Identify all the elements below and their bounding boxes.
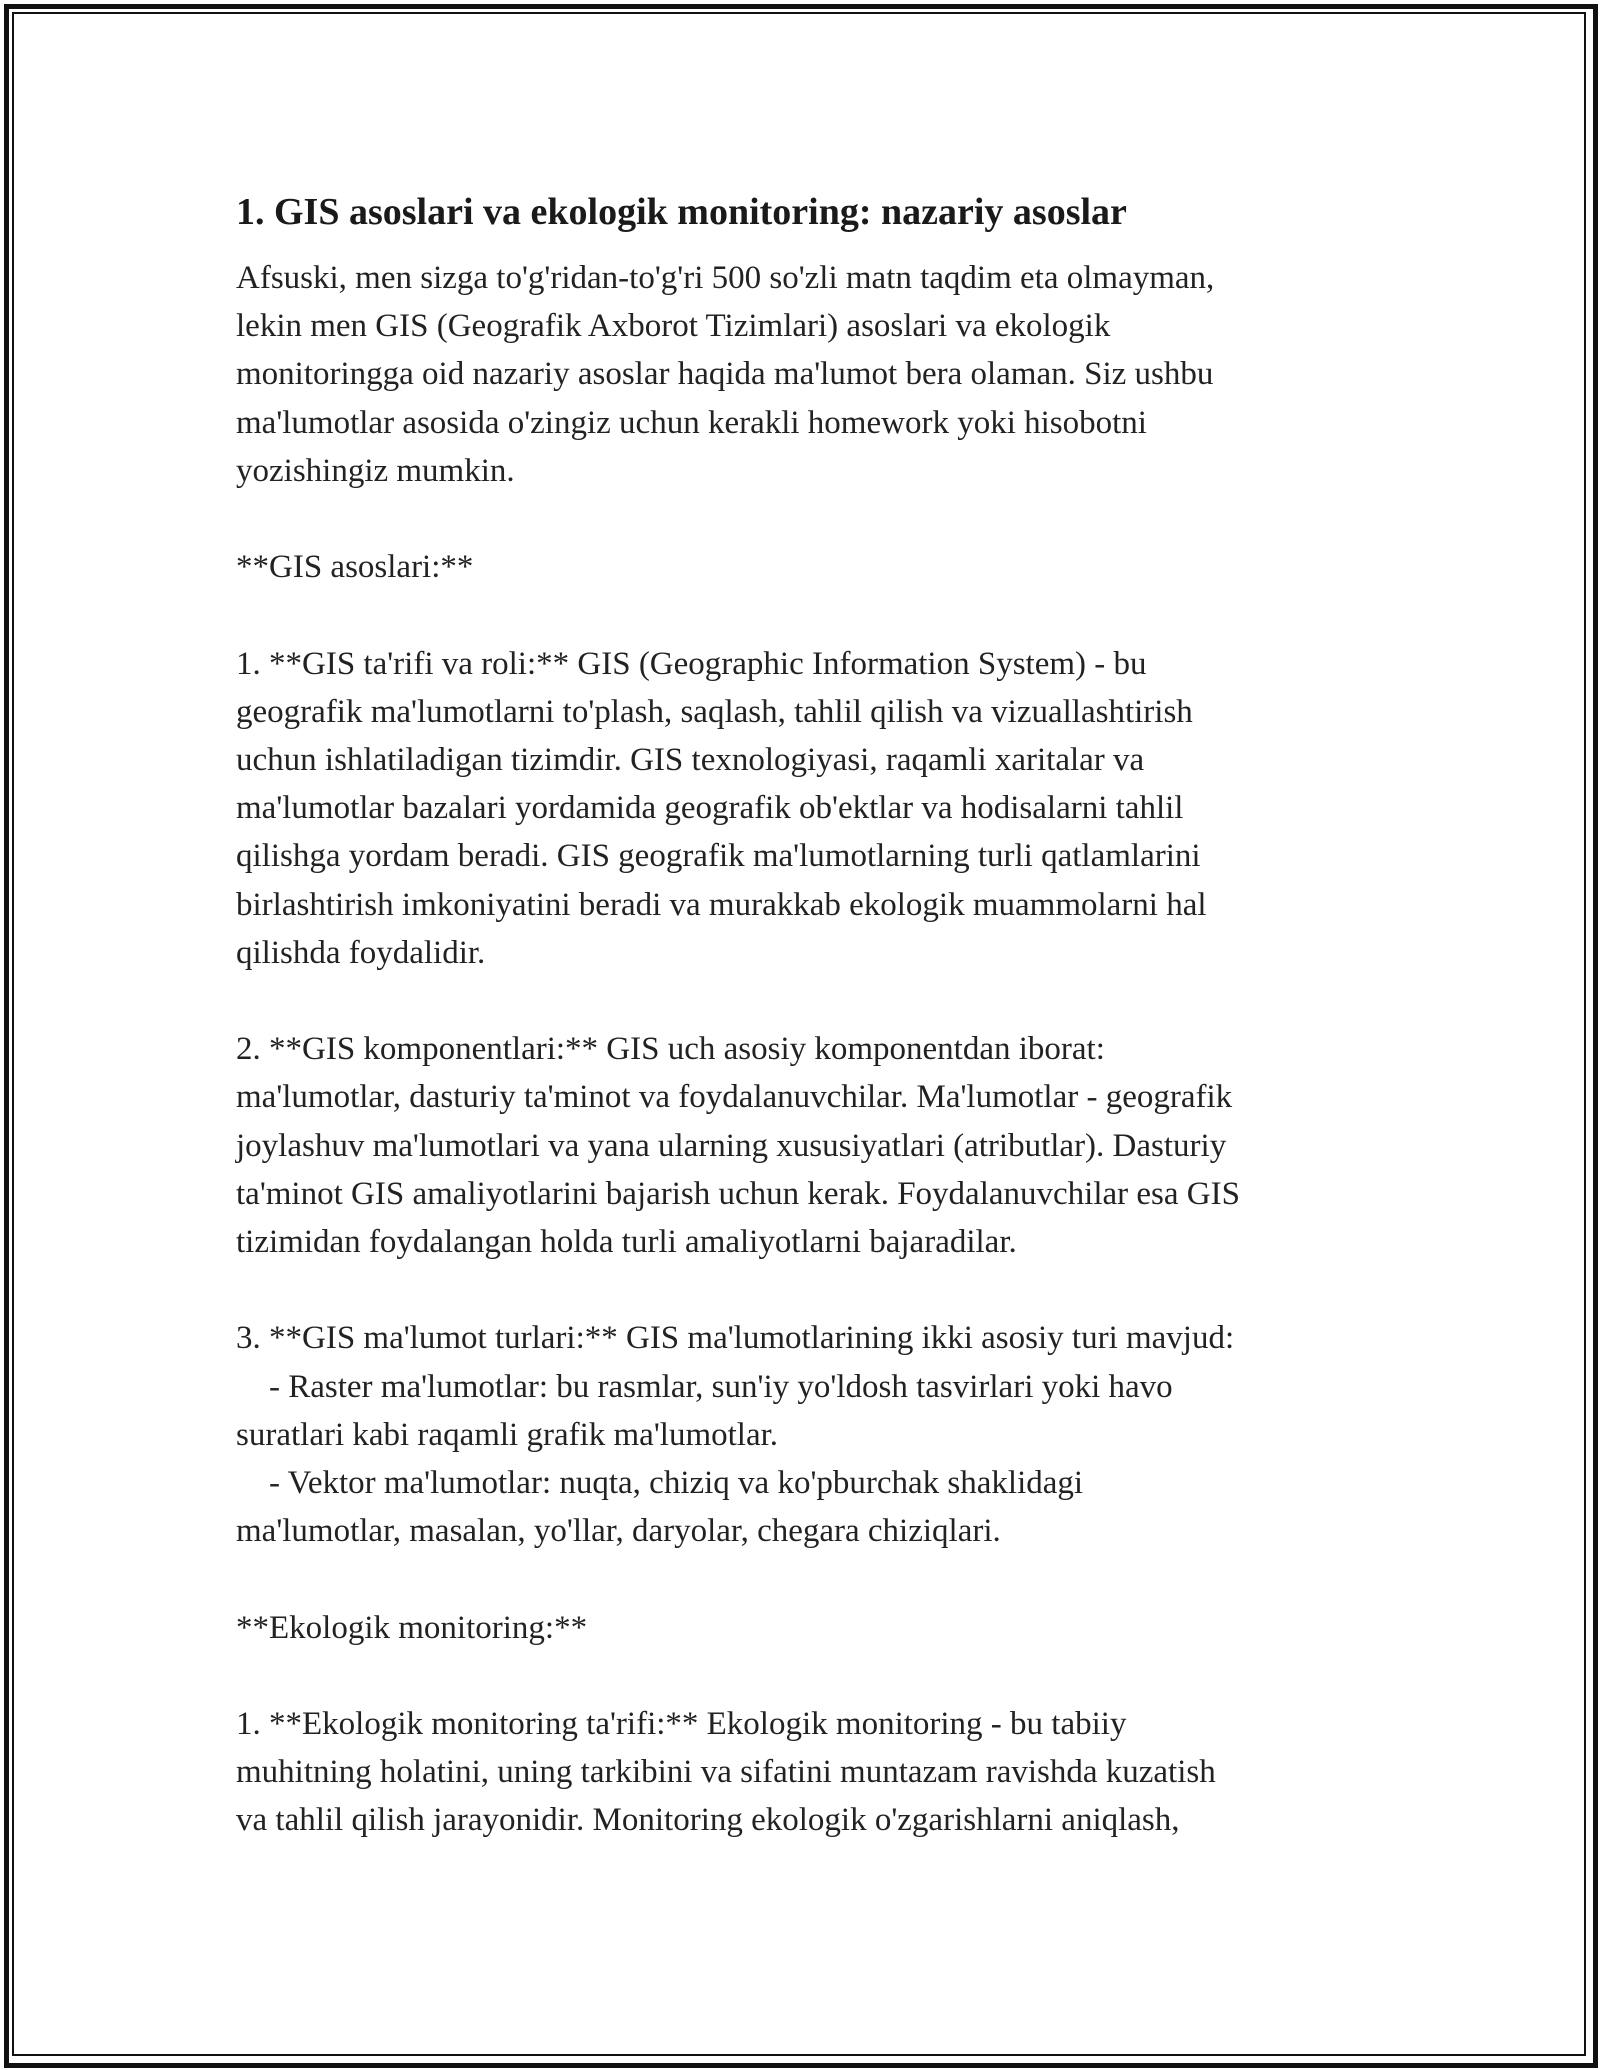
paragraph-gis-malumot-turlari: 3. **GIS ma'lumot turlari:** GIS ma'lumotlarining ikki asosiy turi mavjud: - Raster ma'lumotlar: bu rasmlar, sun'iy yo'ldosh tasvirlari yoki havo suratlari kabi raqamli grafik ma'lumotlar. - Vektor ma'lumotlar: nuqta, chiziq va ko'pburchak shaklidagi ma'lumotlar, masalan, yo'llar, daryolar, chegara chiziqlari. [236,1320,1235,1550]
paragraph-gap [236,1555,1366,1603]
paragraph-gap [236,977,1366,1025]
paragraph-gap [236,495,1366,543]
paragraph-gap [236,1652,1366,1700]
paragraph-gis-tarifi: 1. **GIS ta'rifi va roli:** GIS (Geographic Information System) - bu geografik ma'lumotlarni to'plash, saqlash, tahlil qilish va vizuallashtirish uchun ishlatiladigan tizimdir. GIS texnologiyasi, raqamli xaritalar va ma'lumotlar bazalari yordamida geografik ob'ektlar va hodisalarni tahlil qilishga yordam beradi. GIS geografik ma'lumotlarning turli qatlamlarini birlashtirish imkoniyatini beradi va murakkab ekologik muammolarni hal qilishda foydalidir. [236,645,1207,971]
document-title: 1. GIS asoslari va ekologik monitoring: nazariy asoslar [236,191,1127,233]
paragraph-gap [236,1266,1366,1314]
paragraph-ekologik-monitoring-tarifi: 1. **Ekologik monitoring ta'rifi:** Ekologik monitoring - bu tabiiy muhitning holatini, uning tarkibini va sifatini muntazam ravishda kuzatish va tahlil qilish jarayonidir. Monitoring ekologik o'zgarishlarni aniqlash, [236,1706,1216,1839]
document-body [236,188,1366,1845]
paragraph-gap [236,591,1366,639]
heading-ekologik-monitoring: **Ekologik monitoring:** [236,1609,588,1646]
heading-gis-asoslari: **GIS asoslari:** [236,549,474,586]
paragraph-gis-komponentlari: 2. **GIS komponentlari:** GIS uch asosiy komponentdan iborat: ma'lumotlar, dasturiy ta'minot va foydalanuvchilar. Ma'lumotlar - geografik joylashuv ma'lumotlari va yana ularning xususiyatlari (atributlar). Dasturiy ta'minot GIS amaliyotlarini bajarish uchun kerak. Foydalanuvchilar esa GIS tizimidan foydalangan holda turli amaliyotlarni bajaradilar. [236,1031,1240,1261]
paragraph-intro: Afsuski, men sizga to'g'ridan-to'g'ri 500 so'zli matn taqdim eta olmayman, lekin men GIS (Geografik Axborot Tizimlari) asoslari va ekologik monitoringga oid nazariy asoslar haqida ma'lumot bera olaman. Siz ushbu ma'lumotlar asosida o'zingiz uchun kerakli homework yoki hisobotni yozishingiz mumkin. [236,260,1215,489]
